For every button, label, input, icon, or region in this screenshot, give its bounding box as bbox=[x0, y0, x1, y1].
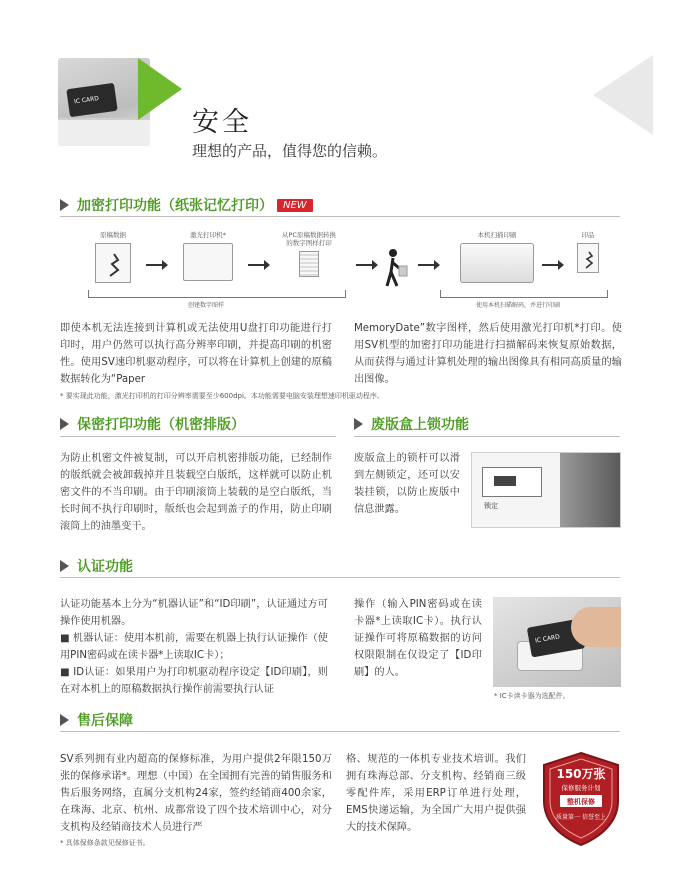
new-badge: NEW bbox=[277, 199, 313, 212]
bracket-create-pattern bbox=[88, 290, 346, 298]
section-divider bbox=[60, 731, 620, 732]
page-subtitle: 理想的产品，值得您的信赖。 bbox=[192, 142, 388, 160]
laser-printer-icon bbox=[183, 243, 233, 281]
service-paragraph-left: SV系列拥有业内超高的保修标准，为用户提供2年限150万张的保修承诺*。理想（中国）在全国拥有完善的销售服务和售后服务网络，直属分支机构24家，签约经销商400余家，在珠海、北京、杭州、成都常设了四个技术培训中心，对分支机构及经销商技术人员进行严 bbox=[60, 754, 332, 833]
lock-paragraph: 废版盒上的锁杆可以滑到左侧锁定，还可以安装挂锁，以防止废版中信息泄露。 bbox=[354, 453, 460, 515]
section-triangle-icon bbox=[60, 560, 69, 572]
section-title: 加密打印功能（纸张记忆打印） bbox=[77, 198, 273, 214]
section-heading-auth bbox=[60, 556, 133, 576]
encrypted-paragraph-right: MemoryDate”数字图样，然后使用激光打印机*打印。使用SV机型的加密打印功能进行扫描解码来恢复原始数据，从而获得与通过计算机处理的输出图像具有相同高质量的输出图像。 bbox=[354, 323, 622, 385]
arrow-right-icon bbox=[418, 264, 438, 266]
gray-triangle-decoration bbox=[593, 55, 653, 135]
lock-lever bbox=[494, 476, 516, 486]
ic-card-text: IC CARD bbox=[73, 95, 100, 106]
arrow-right-icon bbox=[542, 264, 562, 266]
flow-step-caption: 本机扫描印刷 bbox=[477, 231, 517, 239]
section-title: 废版盒上锁功能 bbox=[371, 417, 469, 433]
section-triangle-icon bbox=[60, 199, 69, 211]
shield-plan-text: 保修服务计划 bbox=[561, 784, 601, 792]
section-triangle-icon bbox=[60, 418, 69, 430]
flow-step-laser-printer bbox=[176, 232, 240, 281]
machine-side bbox=[560, 453, 620, 527]
flow-step-caption: 从PC原稿数据转换 的数字图样打印 bbox=[282, 231, 336, 247]
section-triangle-icon bbox=[354, 418, 363, 430]
confidential-paragraph: 为防止机密文件被复制，可以开启机密排版功能，已经制作的版纸就会被卸载掉并且装载空白版纸，这样就可以防止机密文件的不当印刷。由于印刷滚筒上装载的是空白版纸，当长时间不执行印刷时，版纸也会起到盖子的作用，防止印刷滚筒上的油墨变干。 bbox=[60, 453, 332, 532]
section-triangle-icon bbox=[60, 714, 69, 726]
section-title: 售后保障 bbox=[77, 713, 133, 729]
service-paragraph-right: 格、规范的一体机专业技术培训。我们拥有珠海总部、分支机构、经销商三级零配件库，采用ERP订单进行处理，EMS快递运输，为全国广大用户提供强大的技术保障。 bbox=[346, 754, 526, 833]
shield-big-text: 150万张 bbox=[556, 767, 606, 781]
duplicator-machine-icon bbox=[460, 243, 534, 283]
section-title: 保密打印功能（机密排版） bbox=[77, 417, 245, 433]
section-heading-confidential bbox=[60, 414, 245, 434]
document-icon bbox=[96, 244, 132, 284]
flow-step-caption: 激光打印机* bbox=[190, 231, 226, 239]
arrow-right-icon bbox=[356, 264, 376, 266]
person-walking-icon bbox=[383, 248, 409, 288]
section-title: 认证功能 bbox=[77, 559, 133, 575]
ic-card-reader-photo bbox=[493, 597, 621, 687]
lock-image-label: 锁定 bbox=[484, 502, 498, 510]
bracket-caption-right: 使用本机扫描解码，并进行印刷 bbox=[476, 302, 561, 309]
ic-card-text: IC CARD bbox=[534, 633, 561, 645]
bracket-scan-decode bbox=[440, 290, 608, 298]
digital-pattern-sheet-icon bbox=[299, 251, 319, 277]
flow-step-printout bbox=[570, 232, 606, 273]
flow-step-caption: 印品 bbox=[581, 231, 595, 239]
encrypted-footnote: * 要实现此功能，激光打印机的打印分辨率需要至少600dpi。本功能需要电脑安装理想速印机驱动程序。 bbox=[60, 392, 384, 400]
printer-body bbox=[58, 118, 150, 146]
shield-whole-text: 整机保修 bbox=[567, 798, 595, 806]
flow-step-scan-print bbox=[442, 232, 552, 283]
auth-paragraph-right: 操作（输入PIN密码或在读卡器*上读取IC卡）。执行认证操作可将原稿数据的访问权限限制在仅设定了【ID印刷】的人。 bbox=[354, 599, 482, 678]
bracket-caption-left: 创建数字图样 bbox=[188, 302, 225, 309]
service-footnote: * 具体保修条款见保修证书。 bbox=[60, 839, 150, 847]
section-divider bbox=[60, 577, 620, 578]
hero-ic-card-photo bbox=[58, 58, 150, 146]
flow-step-caption: 原稿数据 bbox=[100, 231, 126, 239]
page-title: 安全 bbox=[192, 107, 252, 138]
printout-icon bbox=[578, 244, 600, 274]
section-heading-lock bbox=[354, 414, 469, 434]
hand bbox=[571, 607, 621, 647]
arrow-right-icon bbox=[248, 264, 268, 266]
waste-box-lock-photo bbox=[471, 452, 621, 528]
auth-paragraph-left: 认证功能基本上分为“机器认证”和“ID印刷”，认证通过方可操作使用机器。 ■ 机器认证：使用本机前，需要在机器上执行认证操作（使用PIN密码或在读卡器*上读取IC卡）； ■ ID认证：如果用户为打印机驱动程序设定【ID印刷】，则在对本机上的原稿数据执行操作前需要执行认证 bbox=[60, 599, 328, 695]
section-divider bbox=[60, 436, 336, 437]
section-heading-service bbox=[60, 710, 133, 730]
printout-icon bbox=[577, 243, 599, 273]
section-divider bbox=[354, 436, 620, 437]
flow-step-digital-pattern bbox=[270, 232, 348, 277]
section-heading-encrypted bbox=[60, 195, 313, 215]
section-divider bbox=[60, 216, 620, 217]
shield-badge-icon bbox=[540, 751, 622, 847]
encrypted-paragraph-left: 即使本机无法连接到计算机或无法使用U盘打印功能进行打印时，用户仍然可以执行高分辨率印刷，并提高印刷的机密性。使用SV速印机驱动程序，可以将在计算机上创建的原稿数据转化为“Paper bbox=[60, 323, 332, 385]
green-triangle-decoration bbox=[138, 58, 182, 120]
shield-arc-text: 质量第一 信誉至上 bbox=[556, 814, 606, 821]
document-icon bbox=[95, 243, 131, 283]
ic-reader-footnote: * IC卡读卡器为选配件。 bbox=[494, 692, 570, 700]
flow-step-original bbox=[88, 232, 138, 283]
encrypted-print-flow-diagram bbox=[88, 232, 608, 312]
ic-card bbox=[66, 83, 117, 117]
arrow-right-icon bbox=[146, 264, 166, 266]
